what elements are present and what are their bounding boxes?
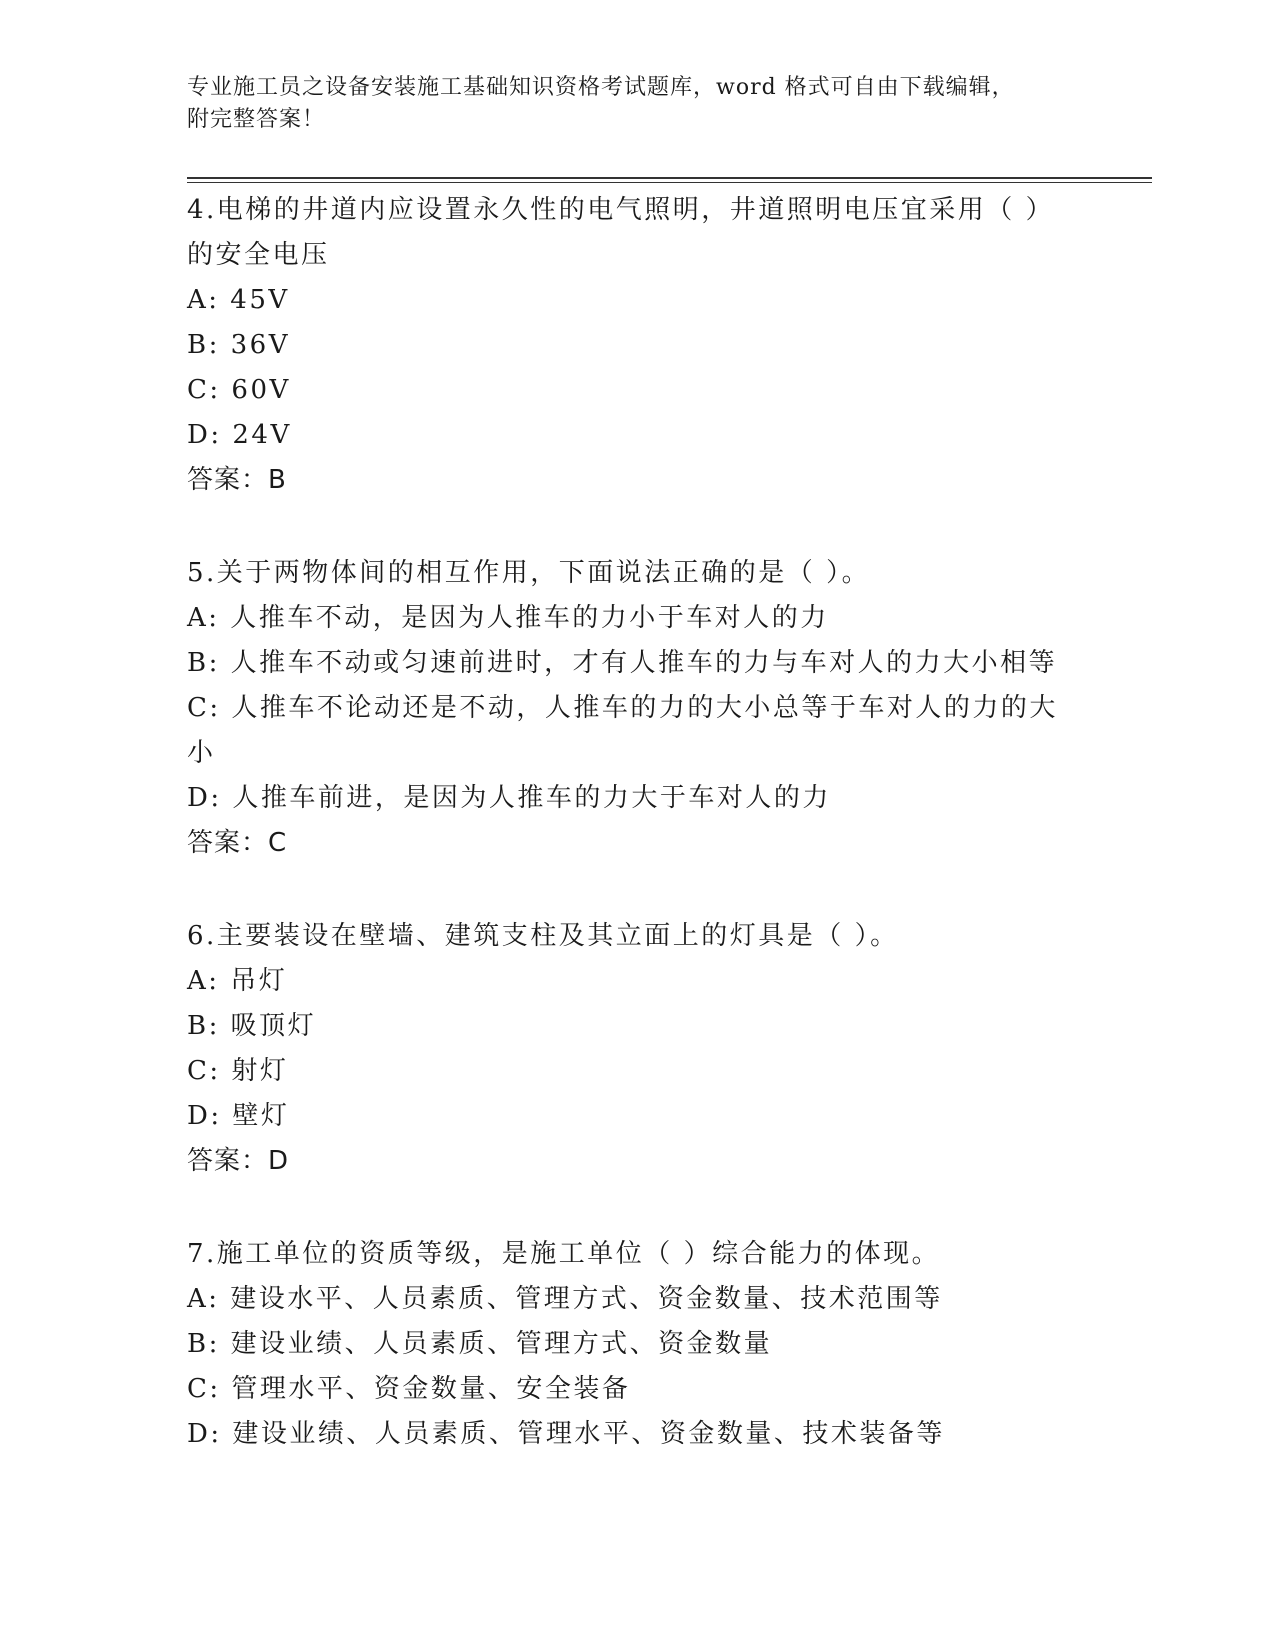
answer: 答案：C <box>187 828 288 858</box>
answer: 答案：D <box>187 1146 290 1176</box>
option-c: C: 60V <box>187 375 291 405</box>
option-a: A: 45V <box>187 285 290 315</box>
question-stem: 5.关于两物体间的相互作用，下面说法正确的是（ ）。 <box>187 558 871 588</box>
option-a: A: 建设水平、人员素质、管理方式、资金数量、技术范围等 <box>187 1284 943 1314</box>
question-7 <box>187 1232 1067 1457</box>
option-d: D: 建设业绩、人员素质、管理水平、资金数量、技术装备等 <box>187 1419 945 1449</box>
option-c: C: 射灯 <box>187 1056 289 1086</box>
option-d: D: 壁灯 <box>187 1101 290 1131</box>
option-c: C: 管理水平、资金数量、安全装备 <box>187 1374 631 1404</box>
header-line-2: 附完整答案！ <box>187 107 326 132</box>
header-line-1: 专业施工员之设备安装施工基础知识资格考试题库，word 格式可自由下载编辑， <box>187 75 1015 100</box>
answer: 答案：B <box>187 465 287 495</box>
question-stem: 4.电梯的井道内应设置永久性的电气照明，井道照明电压宜采用（ ）的安全电压 <box>187 195 1055 270</box>
option-a: A: 人推车不动，是因为人推车的力小于车对人的力 <box>187 603 829 633</box>
question-4 <box>187 188 1067 503</box>
option-b: B: 36V <box>187 330 290 360</box>
option-c: C: 人推车不论动还是不动，人推车的力的大小总等于车对人的力的大小 <box>187 693 1058 768</box>
option-d: D: 24V <box>187 420 292 450</box>
option-a: A: 吊灯 <box>187 966 288 996</box>
question-6 <box>187 914 1067 1184</box>
document-header <box>187 72 1087 136</box>
option-d: D: 人推车前进，是因为人推车的力大于车对人的力 <box>187 783 831 813</box>
question-5 <box>187 551 1067 866</box>
option-b: B: 人推车不动或匀速前进时，才有人推车的力与车对人的力大小相等 <box>187 648 1058 678</box>
option-b: B: 建设业绩、人员素质、管理方式、资金数量 <box>187 1329 773 1359</box>
header-rule-thin <box>187 182 1152 183</box>
question-stem: 7.施工单位的资质等级，是施工单位（ ）综合能力的体现。 <box>187 1239 941 1269</box>
option-b: B: 吸顶灯 <box>187 1011 317 1041</box>
header-rule-thick <box>187 177 1152 179</box>
question-stem: 6.主要装设在壁墙、建筑支柱及其立面上的灯具是（ ）。 <box>187 921 899 951</box>
